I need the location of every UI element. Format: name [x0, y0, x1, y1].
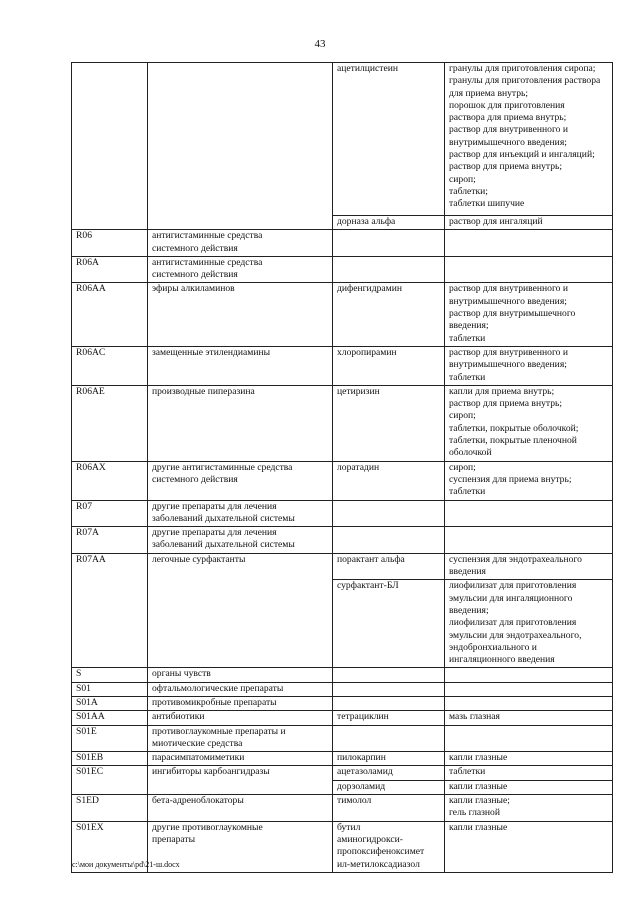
dosage-forms-cell: мазь глазная: [445, 711, 613, 725]
group-name-cell: другие препараты для лечения заболеваний дыхательной системы: [148, 527, 333, 554]
group-name-cell: ингибиторы карбоангидразы: [148, 766, 333, 795]
drug-name-cell: ацетазоламид: [333, 766, 445, 780]
group-name-cell: другие препараты для лечения заболеваний дыхательной системы: [148, 500, 333, 527]
drug-name-cell: [333, 725, 445, 752]
document-footer-path: c:\мои документы\pd\21-ш.docx: [72, 860, 180, 869]
group-name-cell: легочные сурфактанты: [148, 553, 333, 668]
atc-code-cell: S: [72, 668, 148, 682]
table-row: [72, 63, 613, 216]
atc-code-cell: R06: [72, 230, 148, 257]
page-number: 43: [314, 38, 326, 50]
atc-code-cell: S1ED: [72, 795, 148, 822]
group-name-cell: эфиры алкиламинов: [148, 283, 333, 346]
atc-code-cell: S01EC: [72, 766, 148, 795]
atc-code-cell: R06AC: [72, 346, 148, 385]
atc-code-cell: S01AA: [72, 711, 148, 725]
atc-code-cell: [72, 63, 148, 230]
dosage-forms-cell: лиофилизат для приготовления эмульсии для ингаляционного введения; лиофилизат для приготовления эмульсии для эндотрахеального, эндобронхиального и ингаляционного введения: [445, 580, 613, 668]
group-name-cell: другие противоглаукомные препараты: [148, 821, 333, 872]
table-row: [72, 283, 613, 346]
group-name-cell: противомикробные препараты: [148, 696, 333, 710]
table-row: [72, 346, 613, 385]
table-row: [72, 668, 613, 682]
table-row: [72, 725, 613, 752]
table-row: [72, 385, 613, 461]
atc-code-cell: S01: [72, 682, 148, 696]
drug-name-cell: [333, 527, 445, 554]
dosage-forms-cell: [445, 527, 613, 554]
drug-name-cell: [333, 256, 445, 283]
atc-code-cell: R06AX: [72, 461, 148, 500]
group-name-cell: органы чувств: [148, 668, 333, 682]
table-row: [72, 696, 613, 710]
table-row: [72, 527, 613, 554]
group-name-cell: другие антигистаминные средства системного действия: [148, 461, 333, 500]
drug-name-cell: [333, 696, 445, 710]
dosage-forms-cell: капли глазные: [445, 752, 613, 766]
drug-name-cell: порактант альфа: [333, 553, 445, 580]
group-name-cell: парасимпатомиметики: [148, 752, 333, 766]
group-name-cell: производные пиперазина: [148, 385, 333, 461]
dosage-forms-cell: капли глазные; гель глазной: [445, 795, 613, 822]
table-row: [72, 795, 613, 822]
dosage-forms-cell: [445, 230, 613, 257]
group-name-cell: офтальмологические препараты: [148, 682, 333, 696]
group-name-cell: бета-адреноблокаторы: [148, 795, 333, 822]
group-name-cell: антигистаминные средства системного действия: [148, 230, 333, 257]
dosage-forms-cell: [445, 500, 613, 527]
table-row: [72, 256, 613, 283]
dosage-forms-cell: таблетки: [445, 766, 613, 780]
drug-name-cell: [333, 668, 445, 682]
group-name-cell: замещенные этилендиамины: [148, 346, 333, 385]
atc-code-cell: S01EB: [72, 752, 148, 766]
group-name-cell: антибиотики: [148, 711, 333, 725]
drug-name-cell: ацетилцистеин: [333, 63, 445, 216]
drug-name-cell: дорзоламид: [333, 780, 445, 794]
atc-code-cell: S01A: [72, 696, 148, 710]
drug-name-cell: тетрациклин: [333, 711, 445, 725]
dosage-forms-cell: раствор для внутривенного и внутримышечного введения; раствор для внутримышечного введения; таблетки: [445, 283, 613, 346]
table-row: [72, 752, 613, 766]
atc-code-cell: R06AE: [72, 385, 148, 461]
drug-name-cell: цетиризин: [333, 385, 445, 461]
table-row: [72, 553, 613, 580]
dosage-forms-cell: [445, 696, 613, 710]
atc-code-cell: R06AA: [72, 283, 148, 346]
dosage-forms-cell: раствор для ингаляций: [445, 216, 613, 230]
drug-name-cell: бутил аминогидрокси- пропоксифеноксимет ил-метилоксадиазол: [333, 821, 445, 872]
atc-code-cell: S01EX: [72, 821, 148, 872]
dosage-forms-cell: [445, 668, 613, 682]
table-row: [72, 461, 613, 500]
dosage-forms-cell: капли глазные: [445, 821, 613, 872]
dosage-forms-cell: капли для приема внутрь; раствор для приема внутрь; сироп; таблетки, покрытые оболочкой; таблетки, покрытые пленочной оболочкой: [445, 385, 613, 461]
table-row: [72, 766, 613, 780]
atc-code-cell: S01E: [72, 725, 148, 752]
drug-name-cell: сурфактант-БЛ: [333, 580, 445, 668]
atc-code-cell: R07: [72, 500, 148, 527]
drug-name-cell: дорназа альфа: [333, 216, 445, 230]
dosage-forms-cell: гранулы для приготовления сиропа; гранулы для приготовления раствора для приема внутрь; порошок для приготовления раствора для приема внутрь; раствор для внутривенного и внутримышечного введения; раствор для инъекций и ингаляций; раствор для приема внутрь; сироп; таблетки; таблетки шипучие: [445, 63, 613, 216]
table-row: [72, 500, 613, 527]
drug-name-cell: лоратадин: [333, 461, 445, 500]
table-row: [72, 711, 613, 725]
dosage-forms-cell: капли глазные: [445, 780, 613, 794]
atc-code-cell: R06A: [72, 256, 148, 283]
drug-name-cell: тимолол: [333, 795, 445, 822]
drug-name-cell: пилокарпин: [333, 752, 445, 766]
drug-name-cell: дифенгидрамин: [333, 283, 445, 346]
drug-classification-table: [71, 62, 613, 873]
dosage-forms-cell: сироп; суспензия для приема внутрь; таблетки: [445, 461, 613, 500]
drug-name-cell: хлоропирамин: [333, 346, 445, 385]
atc-code-cell: R07AA: [72, 553, 148, 668]
table-row: [72, 682, 613, 696]
dosage-forms-cell: суспензия для эндотрахеального введения: [445, 553, 613, 580]
dosage-forms-cell: раствор для внутривенного и внутримышечного введения; таблетки: [445, 346, 613, 385]
group-name-cell: [148, 63, 333, 230]
group-name-cell: антигистаминные средства системного действия: [148, 256, 333, 283]
group-name-cell: противоглаукомные препараты и миотические средства: [148, 725, 333, 752]
dosage-forms-cell: [445, 682, 613, 696]
drug-name-cell: [333, 230, 445, 257]
table-row: [72, 230, 613, 257]
dosage-forms-cell: [445, 256, 613, 283]
drug-name-cell: [333, 500, 445, 527]
atc-code-cell: R07A: [72, 527, 148, 554]
drug-name-cell: [333, 682, 445, 696]
dosage-forms-cell: [445, 725, 613, 752]
